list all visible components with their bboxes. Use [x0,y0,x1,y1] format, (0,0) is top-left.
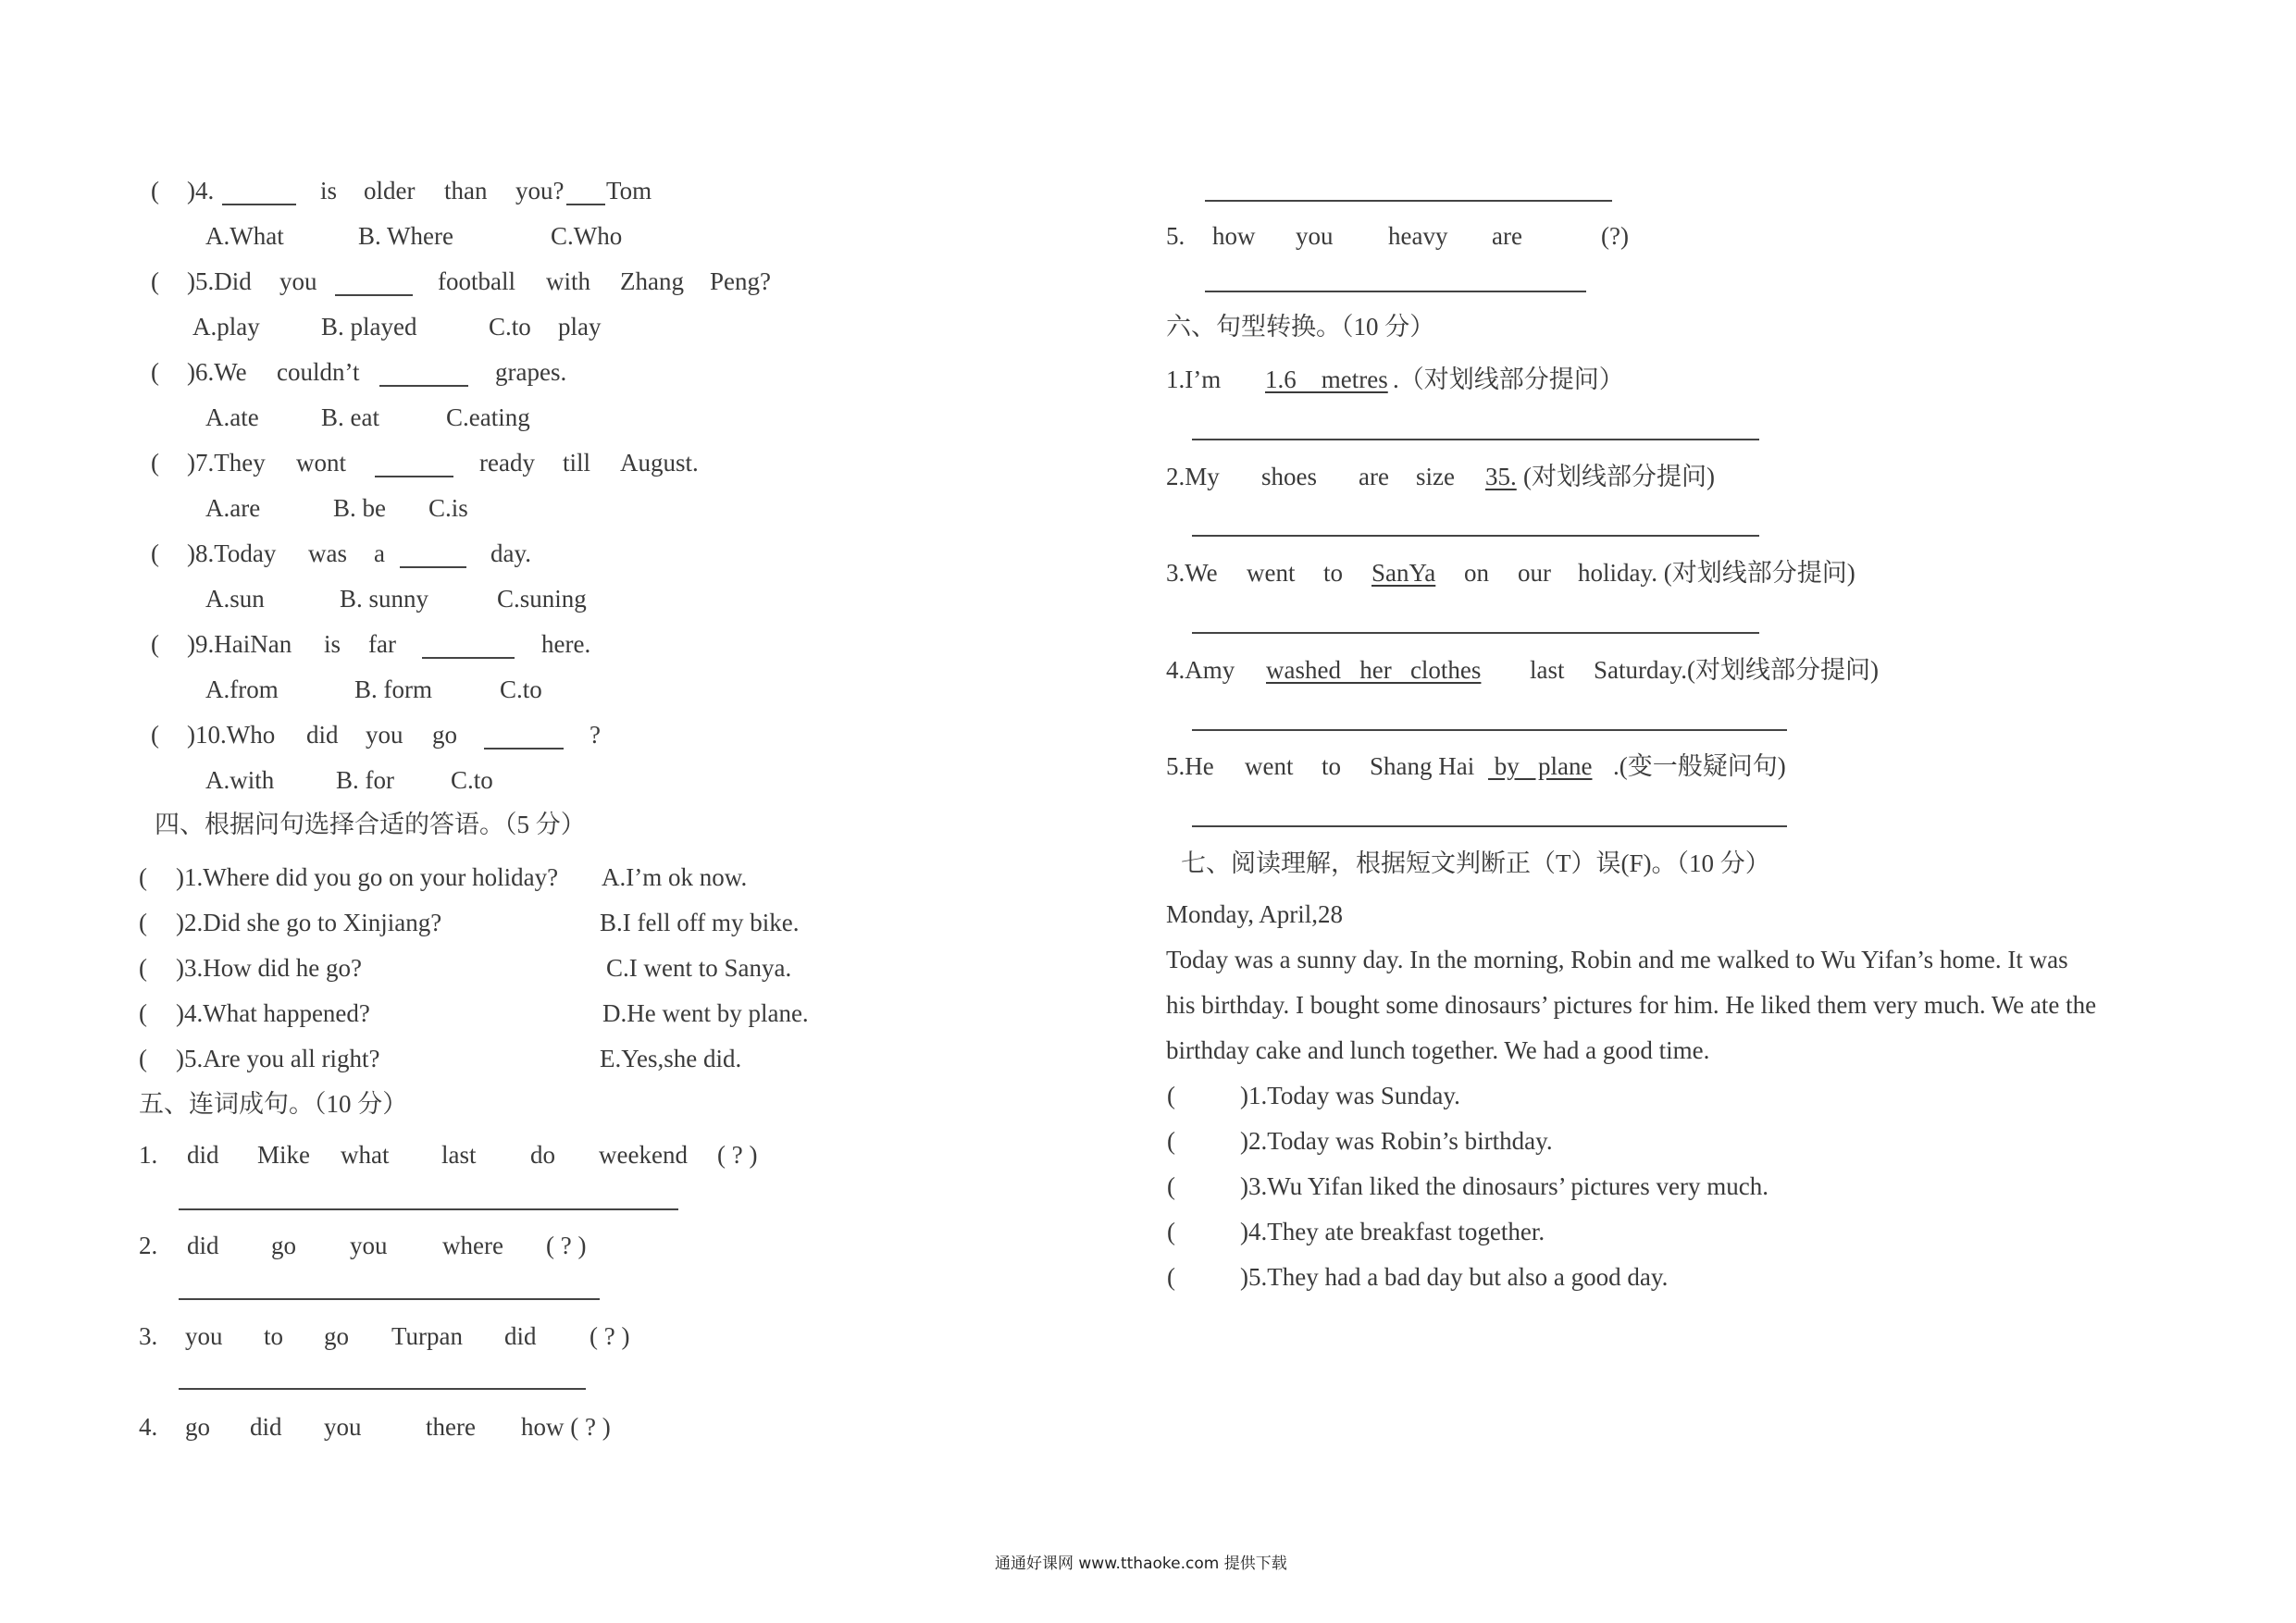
item-number: 4.Amy [1166,656,1235,684]
answer-paren: ( [151,539,159,567]
word: is [320,177,338,204]
match-question: )4.What happened? [176,999,370,1027]
answer-line [179,1298,600,1300]
answer-paren: ( [151,449,159,477]
answer-line [1205,200,1612,202]
word: to [1323,559,1344,587]
answer-line [179,1388,586,1390]
item-number: 1. [139,1141,158,1169]
word: go [432,721,457,749]
option-c: C.to [489,313,531,341]
answer-blank [422,632,515,659]
answer-paren: ( [1167,1082,1175,1109]
word: you [324,1413,362,1441]
word: Turpan [391,1322,464,1350]
question-number: )9.HaiNan [187,630,292,658]
word: a [374,539,385,567]
item-number: 2. [139,1232,158,1259]
word: you [1296,222,1334,250]
word: play [558,313,602,341]
word: size [1416,463,1455,490]
word: go [271,1232,296,1259]
underlined-part: 1.6 metres [1265,365,1388,393]
word: how [1212,222,1256,250]
answer-paren: ( [1167,1127,1175,1155]
option-a: A.ate [205,403,259,431]
option-c: C.to [451,766,493,794]
word: older [364,177,416,204]
question-number: )4. [187,177,215,204]
word: go [324,1322,349,1350]
word: far [368,630,396,658]
tf-statement: )1.Today was Sunday. [1240,1082,1460,1109]
answer-paren: ( [139,909,147,936]
answer-paren: ( [151,267,159,295]
answer-paren: ( [139,1045,147,1072]
answer-blank [222,179,296,205]
word: ready [479,449,535,477]
word: to [1322,752,1342,780]
answer-line [1192,729,1787,731]
match-question: )5.Are you all right? [176,1045,380,1072]
word: did [250,1413,282,1441]
word: grapes. [495,358,567,386]
section-7-title: 七、阅读理解，根据短文判断正（T）误(F)。（10 分） [1181,849,1770,877]
answer-line [1192,632,1759,634]
match-answer: C.I went to Sanya. [606,954,792,982]
tf-statement: )4.They ate breakfast together. [1240,1218,1545,1245]
word: (?) [1601,222,1629,250]
answer-paren: ( [1167,1172,1175,1200]
answer-blank [375,451,453,477]
word: do [530,1141,555,1169]
option-c: C.to [500,675,542,703]
word: heavy [1388,222,1448,250]
word: go [185,1413,210,1441]
word: did [504,1322,537,1350]
word: is [324,630,341,658]
tf-statement: )2.Today was Robin’s birthday. [1240,1127,1553,1155]
word: Zhang [620,267,684,295]
question-number: )10.Who [187,721,276,749]
option-b: B. played [321,313,417,341]
option-c: C.is [428,494,468,522]
item-number: 4. [139,1413,158,1441]
match-answer: D.He went by plane. [602,999,809,1027]
word: ( ? ) [717,1141,758,1169]
option-c: C.suning [497,585,587,613]
option-a: A.are [205,494,261,522]
option-a: A.with [205,766,275,794]
option-b: B. be [333,494,386,522]
word: are [1359,463,1389,490]
tf-statement: )5.They had a bad day but also a good day. [1240,1263,1669,1291]
word: day. [490,539,531,567]
option-c: C.eating [446,403,530,431]
underlined-part: by plane [1488,752,1593,780]
word: couldn’t [277,358,360,386]
passage-date: Monday, April,28 [1166,900,1343,928]
word: are [1492,222,1522,250]
underlined-part: SanYa [1371,559,1436,587]
word: ( ? ) [590,1322,630,1350]
word: you? [515,177,565,204]
word: than [444,177,488,204]
option-b: B. form [354,675,432,703]
answer-line [1192,439,1759,440]
answer-paren: ( [151,721,159,749]
word: here. [541,630,591,658]
answer-paren: ( [139,999,147,1027]
option-b: B. Where [358,222,453,250]
answer-line [179,1208,678,1210]
underlined-part: washed her clothes [1266,656,1482,684]
word: ? [590,721,601,749]
answer-paren: ( [1167,1263,1175,1291]
answer-paren: ( [1167,1218,1175,1245]
option-b: B. for [336,766,394,794]
instruction: Saturday.(对划线部分提问) [1594,656,1879,684]
match-answer: A.I’m ok now. [602,863,748,891]
word: you [185,1322,223,1350]
answer-paren: ( [139,863,147,891]
word: last [441,1141,477,1169]
answer-line [1192,535,1759,537]
instruction: holiday. (对划线部分提问) [1578,559,1855,587]
item-number: 5. [1166,222,1185,250]
match-question: )3.How did he go? [176,954,362,982]
section-6-title: 六、句型转换。（10 分） [1166,313,1435,341]
answer-blank [400,541,466,568]
underlined-part: 35. [1485,463,1517,490]
word: was [308,539,347,567]
word: Shang Hai [1370,752,1475,780]
word: did [187,1232,219,1259]
item-number: 3. [139,1322,158,1350]
word: went [1247,559,1296,587]
word: till [563,449,591,477]
word: to [264,1322,284,1350]
question-number: )6.We [187,358,247,386]
answer-paren: ( [151,177,159,204]
tf-statement: )3.Wu Yifan liked the dinosaurs’ pictures very much. [1240,1172,1769,1200]
instruction: (对划线部分提问) [1523,463,1715,490]
question-number: )7.They [187,449,266,477]
answer-blank [484,723,564,750]
word: wont [296,449,346,477]
passage-line: birthday cake and lunch together. We had a good time. [1166,1036,1710,1064]
word: did [306,721,339,749]
word: where [442,1232,503,1259]
word: our [1518,559,1551,587]
answer-line [1192,825,1787,827]
option-b: B. sunny [340,585,429,613]
word: you [366,721,403,749]
word: did [187,1141,219,1169]
answer-blank [335,269,413,296]
option-a: A.from [205,675,279,703]
match-question: )2.Did she go to Xinjiang? [176,909,442,936]
answer-blank [379,360,468,387]
option-a: A.play [192,313,260,341]
answer-line [1205,291,1586,292]
item-number: 5.He [1166,752,1214,780]
word: on [1464,559,1489,587]
word: Mike [257,1141,310,1169]
instruction: .(变一般疑问句) [1613,752,1786,780]
word: ( ? ) [546,1232,587,1259]
match-question: )1.Where did you go on your holiday? [176,863,559,891]
word: you [279,267,317,295]
passage-line: his birthday. I bought some dinosaurs’ pictures for him. He liked them very much. We ate the [1166,991,2097,1019]
option-a: A.What [205,222,284,250]
item-number: 1.I’m [1166,365,1222,393]
item-number: 3.We [1166,559,1218,587]
answer-blank [566,179,605,205]
word: with [546,267,591,295]
word: went [1245,752,1294,780]
option-c: C.Who [551,222,623,250]
instruction: .（对划线部分提问） [1393,365,1624,393]
question-number: )5.Did [187,267,252,295]
section-4-title: 四、根据问句选择合适的答语。（5 分） [155,811,586,838]
answer-paren: ( [151,630,159,658]
question-number: )8.Today [187,539,277,567]
word: shoes [1261,463,1317,490]
answer-paren: ( [139,954,147,982]
word: Peng? [710,267,771,295]
word: August. [620,449,699,477]
word: how ( ? ) [521,1413,611,1441]
section-5-title: 五、连词成句。（10 分） [139,1090,408,1118]
passage-line: Today was a sunny day. In the morning, Robin and me walked to Wu Yifan’s home. It was [1166,946,2068,973]
word: last [1530,656,1565,684]
match-answer: E.Yes,she did. [600,1045,742,1072]
page-footer: 通通好课网 www.tthaoke.com 提供下载 [995,1555,1287,1573]
match-answer: B.I fell off my bike. [600,909,800,936]
word: what [341,1141,390,1169]
word: there [426,1413,476,1441]
word: football [438,267,515,295]
word: weekend [599,1141,688,1169]
option-a: A.sun [205,585,265,613]
answer-paren: ( [151,358,159,386]
item-number: 2.My [1166,463,1220,490]
option-b: B. eat [321,403,379,431]
word: you [350,1232,388,1259]
word: Tom [606,177,652,204]
